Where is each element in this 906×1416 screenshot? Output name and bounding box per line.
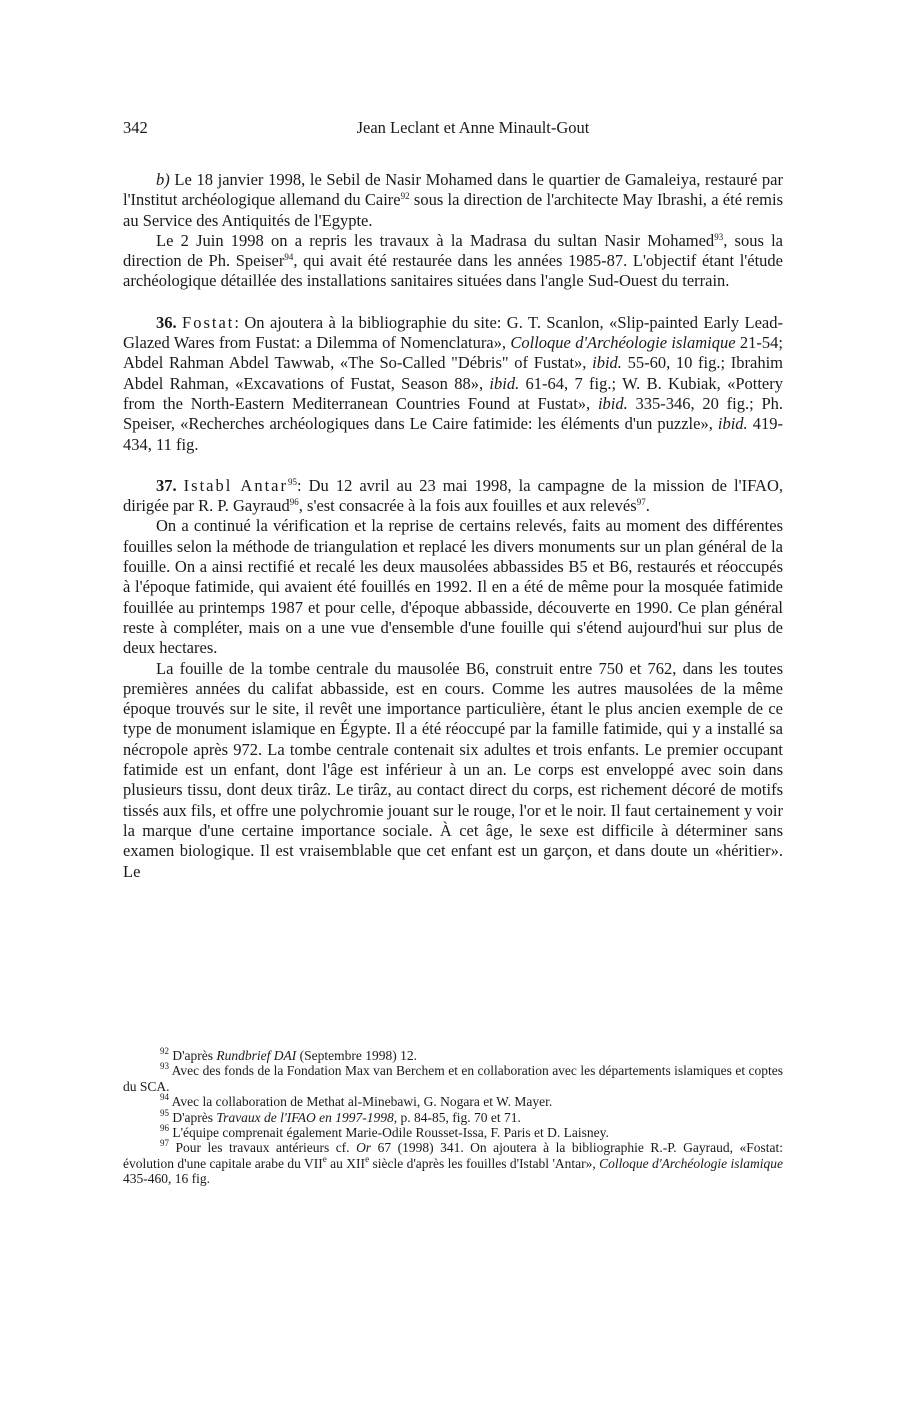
footnote-92: $^{92}$ D'après Rundbrief DAI (Septembre 1998) 12.: [160, 1046, 418, 1063]
item-label: b): [156, 170, 170, 189]
section-number: 37.: [156, 475, 177, 495]
footnote-ref-92[interactable]: 92: [400, 191, 410, 202]
paragraph-tombe-centrale: La fouille de la tombe centrale du mausolée B6, construit entre 750 et 762, dans les toutes premières années du califat abbasside, est en cours. Comme les autres mausolées de la même époque trouvés sur le site, il revêt une importance particulière, étant le plus ancien exemple de ce type de monument islamique en Égypte. Il a été réoccupé par la famille fatimide, qui y a installé sa nécropole après 972. La tombe centrale contenait six adultes et trois enfants. Le premier occupant fatimide est un enfant, dont l'âge est inférieur à un an. Le corps est enveloppé avec soin dans plusieurs tissu, dont deux tirâz. Le tirâz, au contact direct du corps, est richement décoré de motifs tissés aux fils, et offre une polychromie jouant sur le rouge, l'or et le noir. Il faut certainement y voir la marque d'une certaine importance sociale. À cet âge, le sexe est difficile à déterminer sans examen biologique. Il est vraisemblable que cet enfant est un garçon, et dans doute un «héritier». Le: [123, 658, 783, 881]
page-number: 342: [123, 118, 148, 137]
site-name: Istabl Antar: [183, 475, 289, 495]
footnote-ref-96[interactable]: 96: [289, 497, 299, 508]
site-name: Fostat: [182, 312, 235, 332]
footnote-93: $^{93}$ Avec des fonds de la Fondation Max van Berchem et en collaboration avec les départements islamiques et coptes du SCA.: [123, 1061, 783, 1094]
section-37-istabl-antar: 37. Istabl Antar$^{95}$: Du 12 avril au 23 mai 1998, la campagne de la mission de l'IFAO, dirigée par R. P. Gayraud$^{96}$, s'est consacrée à la fois aux fouilles et aux relevés$^{97}$.: [123, 475, 783, 516]
footnote-ref-93[interactable]: 93: [714, 231, 724, 242]
section-36-fostat: 36. Fostat: On ajoutera à la bibliographie du site: G. T. Scanlon, «Slip-painted Early Lead-Glazed Wares from Fustat: a Dilemma of Nomenclatura», Colloque d'Archéologie islamique 21-54; Abdel Rahman Abdel Tawwab, «The So-Called "Débris" of Fustat», ibid. 55-60, 10 fig.; Ibrahim Abdel Rahman, «Excavations of Fustat, Season 88», ibid. 61-64, 7 fig.; W. B. Kubiak, «Pottery from the North-Eastern Mediterranean Countries Found at Fustat», ibid. 335-346, 20 fig.; Ph. Speiser, «Recherches archéologiques dans Le Caire fatimide: les éléments d'un puzzle», ibid. 419-434, 11 fig.: [123, 312, 784, 454]
footnotes: [123, 1048, 783, 1187]
main-text: [123, 170, 783, 882]
footnote-ref-97[interactable]: 97: [636, 497, 646, 508]
paragraph-sebil: b) Le 18 janvier 1998, le Sebil de Nasir Mohamed dans le quartier de Gamaleiya, restauré par l'Institut archéologique allemand du Caire$^{92}$ sous la direction de l'architecte May Ibrashi, a été remis au Service des Antiquités de l'Egypte.: [123, 170, 783, 230]
footnote-97: $^{97}$ Pour les travaux antérieurs cf. Or 67 (1998) 341. On ajoutera à la bibliographie R.-P. Gayraud, «Fostat: évolution d'une capitale arabe du VIIe au XIIe siècle d'après les fouilles d'Istabl 'Antar», Colloque d'Archéologie islamique 435-460, 16 fig.: [123, 1138, 784, 1187]
footnote-95: $^{95}$ D'après Travaux de l'IFAO en 1997-1998, p. 84-85, fig. 70 et 71.: [160, 1107, 521, 1125]
footnote-96: $^{96}$ L'équipe comprenait également Marie-Odile Rousset-Issa, F. Paris et D. Laisney.: [160, 1123, 609, 1141]
running-head: Jean Leclant et Anne Minault-Gout: [356, 118, 590, 137]
paragraph-madrasa: Le 2 Juin 1998 on a repris les travaux à la Madrasa du sultan Nasir Mohamed$^{93}$, sous la direction de Ph. Speiser$^{94}$, qui avait été restaurée dans les années 1985-87. L'objectif étant l'étude archéologique détaillée des installations sanitaires situées dans l'angle Sud-Ouest du terrain.: [123, 230, 784, 291]
section-number: 36.: [156, 312, 177, 332]
page-header: [123, 118, 783, 142]
paragraph-releves: On a continué la vérification et la reprise de certains relevés, faits au moment des différentes fouilles selon la méthode de triangulation et replacé les divers monuments sur un plan général de la fouille. On a ainsi rectifié et recalé les deux mausolées abbassides B5 et B6, restaurés et réoccupés à l'époque fatimide, qui avaient été fouillés en 1992. Il en a été de même pour la mosquée fatimide fouillée au printemps 1987 et pour celle, d'époque abbasside, découverte en 1990. Ce plan général reste à compléter, mais on a une vue d'ensemble d'une fouille qui s'étend aujourd'hui sur plus de deux hectares.: [123, 516, 783, 658]
footnote-ref-95[interactable]: 95: [288, 476, 298, 487]
footnote-ref-94[interactable]: 94: [284, 252, 294, 263]
footnote-94: $^{94}$ Avec la collaboration de Methat al-Minebawi, G. Nogara et W. Mayer.: [160, 1092, 553, 1110]
